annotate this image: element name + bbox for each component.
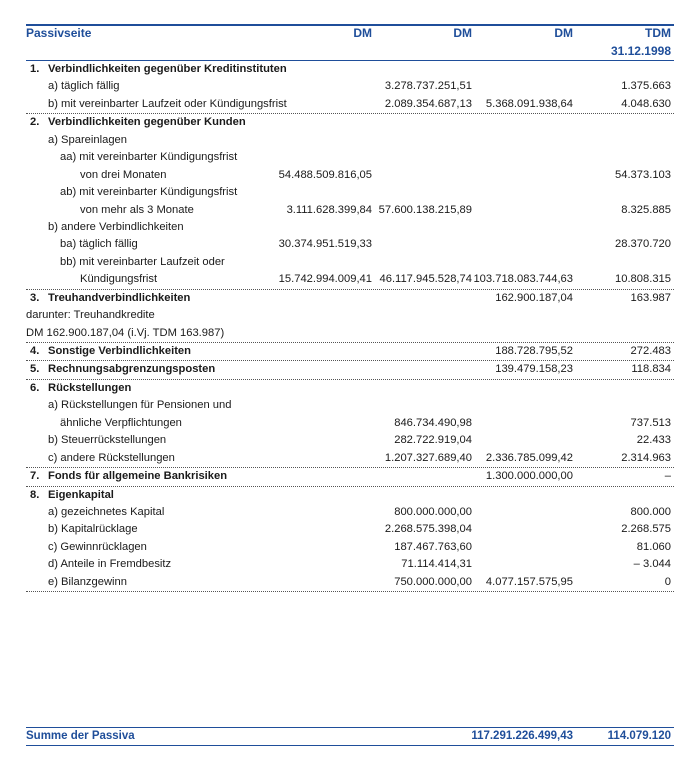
row-label: Sonstige Verbindlichkeiten [48,345,191,357]
header-col4: TDM [645,26,671,40]
table-row [26,397,674,414]
row-number: 6. [30,381,40,394]
row-label: e) Bilanzgewinn [48,575,127,588]
row-value-c2: 2.268.575.398,04 [384,523,472,536]
row-value-c2: 1.207.327.689,40 [384,451,472,464]
row-value-c1: 30.374.951.519,33 [278,238,372,251]
row-value-c2: 800.000.000,00 [394,505,472,518]
row-label: ab) mit vereinbarter Kündigungsfrist [60,186,238,199]
row-value-c4: – [664,470,671,483]
summary-total-dm: 117.291.226.499,43 [471,730,573,742]
row-value-c1: 15.742.994.009,41 [278,273,372,286]
row-number: 2. [30,116,40,129]
row-value-c4: 4.048.630 [621,97,671,110]
row-label: c) Gewinnrücklagen [48,540,147,553]
table-row [26,450,674,468]
summary-row [26,728,674,745]
table-row [26,539,674,556]
table-row [26,325,674,343]
row-value-c4: 0 [664,575,671,588]
table-row [26,132,674,149]
table-header [26,24,674,62]
summary-label: Summe der Passiva [26,730,135,742]
table-row [26,254,674,271]
row-value-c2: 57.600.138.215,89 [378,203,472,216]
table-row [26,361,674,379]
row-label: a) Spareinlagen [48,133,127,146]
row-value-c3: 5.368.091.938,64 [485,97,573,110]
row-label: b) mit vereinbarter Laufzeit oder Kündigungsfrist [48,97,287,110]
row-label: a) Rückstellungen für Pensionen und [48,399,232,412]
table-row [26,343,674,361]
row-value-c4: 272.483 [630,345,671,357]
table-row [26,271,674,289]
table-row [26,574,674,592]
row-value-c4: 54.373.103 [615,168,671,181]
row-value-c4: 1.375.663 [621,80,671,93]
table-row [26,167,674,184]
table-row [26,504,674,521]
row-label: Rechnungsabgrenzungsposten [48,363,216,376]
row-value-c3: 2.336.785.099,42 [485,451,573,464]
row-value-c4: 800.000 [630,505,671,518]
row-value-c2: 282.722.919,04 [394,434,472,447]
table-row [26,149,674,166]
row-value-c1: 54.488.509.816,05 [278,168,372,181]
table-row [26,468,674,486]
row-label: Treuhandverbindlichkeiten [48,291,191,304]
table-row [26,202,674,219]
table-row [26,290,674,307]
row-value-c2: 750.000.000,00 [394,575,472,588]
table-row [26,184,674,201]
row-value-c3: 139.479.158,23 [495,363,573,376]
row-value-c4: 81.060 [636,540,671,553]
row-label: Rückstellungen [48,381,132,394]
row-value-c4: 10.808.315 [615,273,671,286]
table-row [26,432,674,449]
table-row [26,114,674,131]
row-value-c2: 187.467.763,60 [394,540,472,553]
row-label: darunter: Treuhandkredite [26,309,155,322]
row-value-c3: 188.728.795,52 [495,345,573,357]
header-col2: DM [453,26,472,40]
row-label: b) Kapitalrücklage [48,523,138,536]
table-row [26,78,674,95]
row-label: Verbindlichkeiten gegenüber Kunden [48,116,246,129]
row-number: 5. [30,363,40,376]
row-label: d) Anteile in Fremdbesitz [48,558,172,571]
table-row [26,415,674,432]
header-date: 31.12.1998 [610,44,671,58]
table-row [26,96,674,114]
row-value-c4: 163.987 [630,291,671,304]
row-value-c4: 8.325.885 [621,203,671,216]
row-value-c4: 737.513 [630,416,671,429]
row-label: Eigenkapital [48,488,114,501]
row-number: 7. [30,470,40,483]
row-value-c3: 1.300.000.000,00 [485,470,573,483]
row-value-c3: 4.077.157.575,95 [485,575,573,588]
row-label: von mehr als 3 Monate [80,203,194,216]
table-row [26,556,674,573]
row-number: 1. [30,63,40,75]
row-label: Verbindlichkeiten gegenüber Kreditinstituten [48,63,287,75]
row-value-c4: 22.433 [636,434,671,447]
row-value-c1: 3.111.628.399,84 [286,203,372,216]
row-value-c2: 46.117.945.528,74 [379,273,472,286]
row-value-c4: 28.370.720 [615,238,671,251]
row-label: ähnliche Verpflichtungen [60,416,182,429]
table-row [26,236,674,253]
table-row [26,487,674,504]
balance-sheet-rows [26,61,674,592]
row-label: b) Steuerrückstellungen [48,434,167,447]
footer-bottom-rule [26,745,674,746]
row-label: c) andere Rückstellungen [48,451,175,464]
header-col1: DM [353,26,372,40]
row-label: a) gezeichnetes Kapital [48,505,165,518]
table-row [26,219,674,236]
row-value-c2: 3.278.737.251,51 [384,80,472,93]
row-label: Kündigungsfrist [80,273,158,286]
row-value-c2: 2.089.354.687,13 [384,97,472,110]
row-value-c2: 846.734.490,98 [394,416,472,429]
table-row [26,521,674,538]
row-number: 8. [30,488,40,501]
row-label: DM 162.900.187,04 (i.Vj. TDM 163.987) [26,326,225,339]
row-number: 4. [30,345,40,357]
row-label: von drei Monaten [80,168,167,181]
header-col3: DM [554,26,573,40]
row-number: 3. [30,291,40,304]
table-row [26,380,674,397]
row-value-c2: 71.114.414,31 [401,558,472,571]
row-value-c3: 162.900.187,04 [495,291,573,304]
header-title: Passivseite [26,26,92,40]
table-row [26,61,674,78]
row-value-c4: 2.314.963 [621,451,671,464]
table-row [26,307,674,324]
row-label: a) täglich fällig [48,80,120,93]
row-value-c4: 118.834 [631,363,671,376]
row-label: ba) täglich fällig [60,238,138,251]
row-value-c3: 103.718.083.744,63 [473,273,573,286]
row-value-c4: – 3.044 [633,558,671,571]
row-value-c4: 2.268.575 [621,523,671,536]
row-label: Fonds für allgemeine Bankrisiken [48,470,228,483]
row-label: aa) mit vereinbarter Kündigungsfrist [60,151,238,164]
row-label: b) andere Verbindlichkeiten [48,220,184,233]
summary-total-tdm: 114.079.120 [607,730,671,742]
row-label: bb) mit vereinbarter Laufzeit oder [60,255,225,268]
